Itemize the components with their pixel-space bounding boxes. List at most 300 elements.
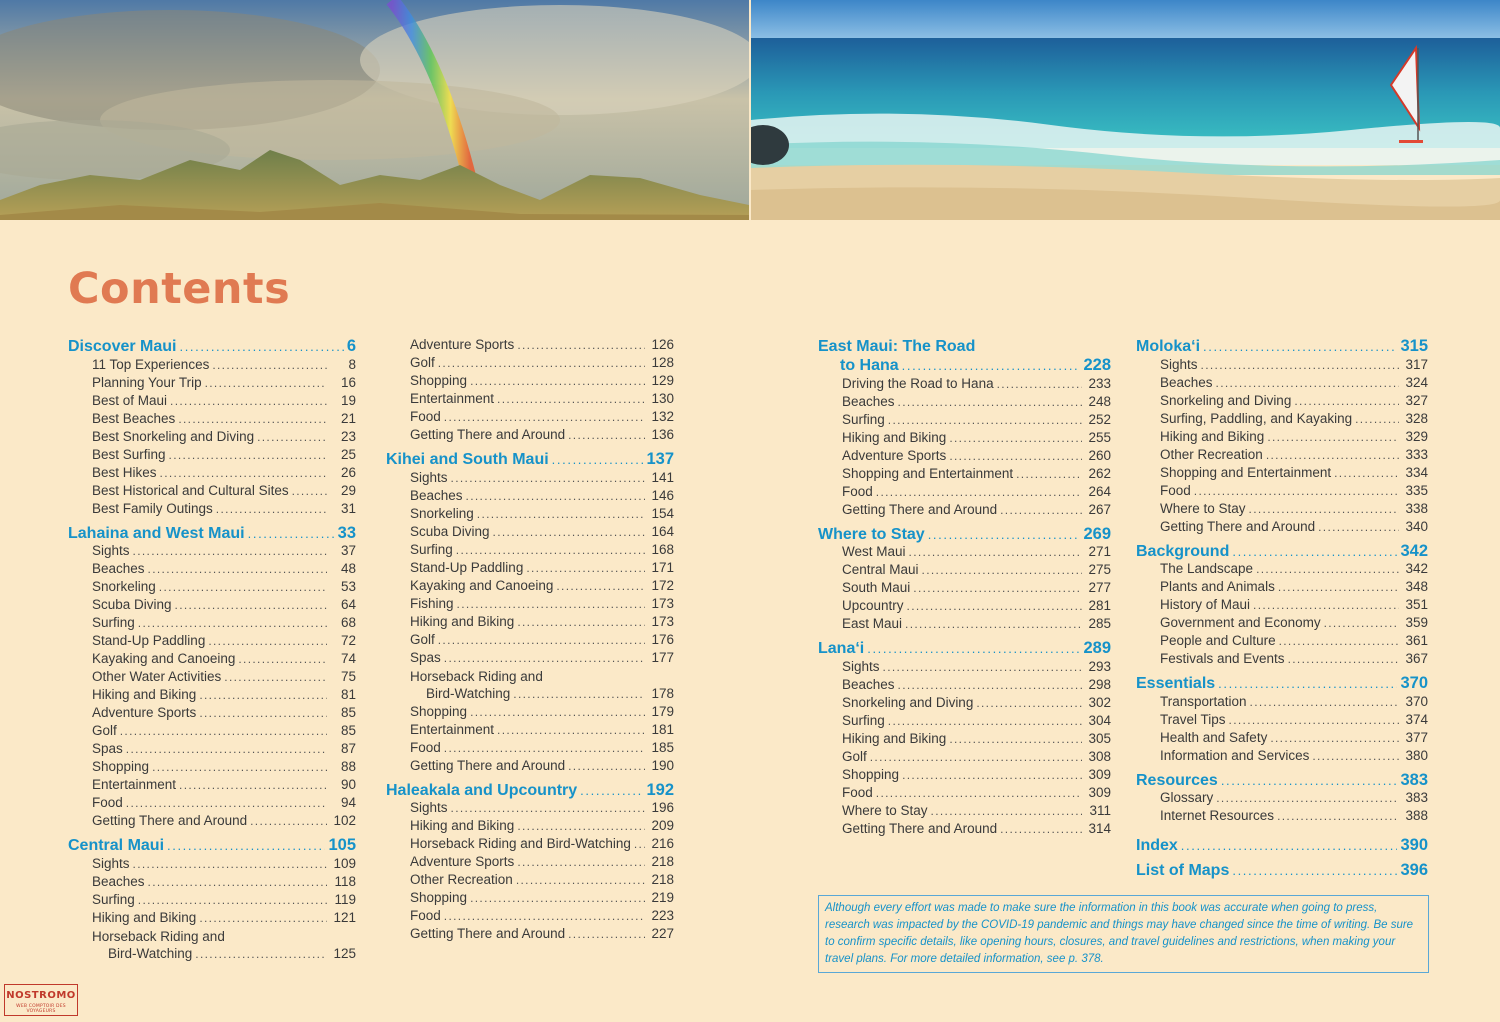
toc-section[interactable] xyxy=(1136,674,1428,694)
entry-page: 126 xyxy=(651,337,674,352)
entry-page: 302 xyxy=(1088,694,1111,710)
entry-page: 29 xyxy=(340,482,356,498)
entry-title: Sights xyxy=(1160,356,1198,372)
toc-entry[interactable] xyxy=(818,502,1111,520)
entry-page: 298 xyxy=(1088,676,1111,692)
section-page: 342 xyxy=(1400,541,1428,560)
toc-entry[interactable] xyxy=(386,704,674,722)
leader-dots xyxy=(1312,749,1399,763)
leader-dots xyxy=(292,484,327,498)
section-page: 105 xyxy=(328,836,356,854)
entry-title: Food xyxy=(92,795,123,810)
entry-page: 383 xyxy=(1405,790,1428,805)
toc-entry[interactable] xyxy=(68,892,356,910)
section-title: Central Maui xyxy=(68,837,165,854)
section-page: 269 xyxy=(1083,524,1111,543)
leader-dots xyxy=(1216,791,1399,805)
leader-dots xyxy=(516,873,645,887)
entry-page: 334 xyxy=(1405,464,1428,480)
entry-title: Sights xyxy=(92,543,130,558)
leader-dots xyxy=(902,358,1081,373)
entry-page: 340 xyxy=(1405,518,1428,534)
entry-title: Where to Stay xyxy=(842,802,928,818)
leader-dots xyxy=(456,543,645,557)
leader-dots xyxy=(1279,634,1399,648)
entry-title: Snorkeling xyxy=(410,505,474,521)
entry-page: 178 xyxy=(651,685,674,701)
toc-entry[interactable] xyxy=(818,785,1111,803)
entry-title: Snorkeling xyxy=(92,579,156,594)
entry-page: 88 xyxy=(340,759,356,774)
entry-page: 173 xyxy=(651,613,674,629)
toc-entry[interactable] xyxy=(1136,615,1428,633)
toc-entry[interactable] xyxy=(386,409,674,427)
toc-entry[interactable] xyxy=(386,908,674,926)
entry-page: 374 xyxy=(1405,711,1428,727)
entry-title: Surfing xyxy=(842,712,885,728)
toc-entry[interactable] xyxy=(386,488,674,506)
toc-entry[interactable] xyxy=(1136,808,1428,826)
toc-entry[interactable] xyxy=(68,874,356,892)
toc-entry[interactable] xyxy=(818,412,1111,430)
toc-entry[interactable] xyxy=(1136,447,1428,465)
toc-entry[interactable] xyxy=(1136,651,1428,669)
toc-entry[interactable] xyxy=(68,447,356,465)
toc-entry[interactable] xyxy=(68,615,356,633)
toc-entry[interactable] xyxy=(68,501,356,519)
entry-title: Sights xyxy=(410,469,448,485)
toc-entry[interactable] xyxy=(818,376,1111,394)
toc-entry[interactable] xyxy=(68,465,356,483)
entry-title: Food xyxy=(410,908,441,923)
toc-entry[interactable] xyxy=(386,391,674,409)
leader-dots xyxy=(876,786,1082,800)
entry-title: Shopping and Entertainment xyxy=(1160,464,1332,480)
entry-title: Surfing xyxy=(92,615,135,630)
entry-page: 305 xyxy=(1088,730,1111,746)
entry-page: 168 xyxy=(651,541,674,557)
leader-dots xyxy=(438,356,645,370)
toc-section[interactable] xyxy=(818,337,1111,376)
toc-entry[interactable] xyxy=(1136,730,1428,748)
toc-entry[interactable] xyxy=(818,562,1111,580)
leader-dots xyxy=(905,617,1082,631)
toc-entry[interactable] xyxy=(1136,501,1428,519)
section-page: 137 xyxy=(646,450,674,468)
entry-title: Surfing, Paddling, and Kayaking xyxy=(1160,410,1353,426)
toc-entry[interactable] xyxy=(818,598,1111,616)
leader-dots xyxy=(493,525,645,539)
toc-entry[interactable] xyxy=(386,800,674,818)
photo-rainbow-mountains xyxy=(0,0,749,220)
entry-title: Transportation xyxy=(1160,693,1247,709)
toc-entry[interactable] xyxy=(818,803,1111,821)
section-page: 228 xyxy=(1083,356,1111,374)
toc-section[interactable] xyxy=(1136,836,1428,856)
entry-page: 227 xyxy=(651,926,674,941)
entry-title: Adventure Sports xyxy=(92,705,197,720)
toc-entry[interactable] xyxy=(68,579,356,597)
entry-title: Food xyxy=(410,739,441,755)
toc-entry[interactable] xyxy=(68,687,356,705)
entry-title: 11 Top Experiences xyxy=(92,356,210,372)
toc-section[interactable] xyxy=(68,337,356,357)
toc-section[interactable] xyxy=(1136,771,1428,791)
toc-entry[interactable] xyxy=(1136,465,1428,483)
leader-dots xyxy=(133,544,327,558)
entry-page: 23 xyxy=(340,428,356,444)
toc-entry[interactable] xyxy=(386,355,674,373)
toc-entry[interactable] xyxy=(68,357,356,375)
entry-page: 367 xyxy=(1405,651,1428,666)
leader-dots xyxy=(497,723,645,737)
leader-dots xyxy=(898,678,1082,692)
toc-entry[interactable] xyxy=(68,813,356,831)
toc-entry[interactable] xyxy=(1136,429,1428,447)
leader-dots xyxy=(212,358,327,372)
toc-entry[interactable] xyxy=(386,578,674,596)
toc-entry[interactable] xyxy=(386,650,674,668)
leader-dots xyxy=(178,412,327,426)
toc-entry[interactable] xyxy=(1136,748,1428,766)
entry-page: 219 xyxy=(651,890,674,905)
entry-title: Golf xyxy=(410,631,435,647)
leader-dots xyxy=(517,819,645,833)
leader-dots xyxy=(870,750,1082,764)
leader-dots xyxy=(205,376,327,390)
leader-dots xyxy=(1266,448,1399,462)
entry-title-continued: Bird-Watching xyxy=(426,685,511,701)
entry-page: 348 xyxy=(1405,579,1428,594)
toc-entry[interactable] xyxy=(1136,375,1428,393)
entry-title: Hiking and Biking xyxy=(842,429,947,445)
entry-title: Information and Services xyxy=(1160,747,1310,763)
toc-entry[interactable] xyxy=(68,597,356,615)
toc-entry[interactable] xyxy=(68,705,356,723)
toc-entry[interactable] xyxy=(818,580,1111,598)
entry-page: 90 xyxy=(340,777,356,792)
toc-entry[interactable] xyxy=(386,470,674,488)
entry-title: Golf xyxy=(92,723,117,738)
toc-entry[interactable] xyxy=(1136,561,1428,579)
entry-page: 121 xyxy=(333,909,356,925)
entry-title: Getting There and Around xyxy=(410,427,566,442)
toc-entry[interactable] xyxy=(818,695,1111,713)
entry-title: Beaches xyxy=(92,561,145,576)
entry-page: 338 xyxy=(1405,500,1428,516)
leader-dots xyxy=(160,466,327,480)
entry-title: Shopping xyxy=(410,373,468,388)
rainbow-landscape-image xyxy=(0,0,749,220)
toc-entry[interactable] xyxy=(818,448,1111,466)
leader-dots xyxy=(470,891,645,905)
leader-dots xyxy=(1218,676,1397,691)
leader-dots xyxy=(126,742,327,756)
leader-dots xyxy=(444,651,645,665)
entry-page: 190 xyxy=(651,757,674,773)
entry-page: 223 xyxy=(651,908,674,923)
toc-entry[interactable] xyxy=(1136,694,1428,712)
toc-section[interactable] xyxy=(68,836,356,856)
entry-title: Health and Safety xyxy=(1160,729,1268,745)
section-page: 315 xyxy=(1400,337,1428,355)
toc-entry[interactable] xyxy=(818,394,1111,412)
toc-entry[interactable] xyxy=(386,818,674,836)
leader-dots xyxy=(1221,773,1398,788)
leader-dots xyxy=(1324,616,1399,630)
toc-entry[interactable] xyxy=(1136,519,1428,537)
entry-title: Spas xyxy=(92,741,123,756)
toc-entry[interactable] xyxy=(386,758,674,776)
entry-page: 314 xyxy=(1088,820,1111,836)
toc-entry[interactable] xyxy=(68,795,356,813)
entry-page: 85 xyxy=(340,723,356,738)
entry-title: People and Culture xyxy=(1160,633,1276,648)
toc-entry[interactable] xyxy=(818,616,1111,634)
entry-title: Surfing xyxy=(410,541,453,557)
entry-page: 74 xyxy=(340,651,356,666)
toc-entry[interactable] xyxy=(68,561,356,579)
toc-entry[interactable] xyxy=(818,749,1111,767)
leader-dots xyxy=(888,714,1082,728)
toc-entry[interactable] xyxy=(1136,411,1428,429)
toc-entry[interactable] xyxy=(386,740,674,758)
stamp-tagline: WEB COMPTOIR DES VOYAGEURS xyxy=(16,1004,66,1014)
leader-dots xyxy=(179,339,343,354)
leader-dots xyxy=(444,741,645,755)
entry-page: 335 xyxy=(1405,482,1428,498)
entry-title: Where to Stay xyxy=(1160,500,1246,516)
entry-page: 16 xyxy=(340,374,356,390)
entry-page: 196 xyxy=(651,800,674,815)
toc-entry[interactable] xyxy=(68,651,356,669)
leader-dots xyxy=(1000,503,1082,517)
entry-title: Festivals and Events xyxy=(1160,651,1285,666)
entry-page: 172 xyxy=(651,577,674,593)
toc-entry[interactable] xyxy=(386,427,674,445)
toc-entry[interactable] xyxy=(386,542,674,560)
toc-entry[interactable] xyxy=(386,614,674,632)
toc-section[interactable] xyxy=(1136,337,1428,357)
leader-dots xyxy=(159,580,327,594)
toc-entry[interactable] xyxy=(818,430,1111,448)
entry-title: East Maui xyxy=(842,616,903,631)
entry-title: Adventure Sports xyxy=(410,337,515,352)
toc-entry[interactable] xyxy=(1136,483,1428,501)
covid-disclaimer-note: Although every effort was made to make sure the information in this book was accurate when going to press, research was impacted by the COVID-19 pandemic and things may have changed since the time of writing. Be sure to confirm specific details, like opening hours, closures, and travel guidelines and restrictions, when making your travel plans. For more detailed information, see p. 378. xyxy=(818,895,1429,973)
photo-windsurfer-beach xyxy=(751,0,1500,220)
leader-dots xyxy=(248,526,335,541)
toc-entry[interactable] xyxy=(386,596,674,614)
leader-dots xyxy=(913,581,1082,595)
toc-entry[interactable] xyxy=(68,910,356,928)
toc-section[interactable] xyxy=(818,639,1111,659)
toc-entry[interactable] xyxy=(386,926,674,944)
toc-entry[interactable] xyxy=(386,872,674,890)
toc-section[interactable] xyxy=(818,525,1111,545)
entry-title: Snorkeling and Diving xyxy=(1160,392,1292,408)
entry-page: 26 xyxy=(340,464,356,480)
entry-page: 255 xyxy=(1088,429,1111,445)
leader-dots xyxy=(199,706,327,720)
leader-dots xyxy=(457,597,645,611)
toc-entry[interactable] xyxy=(1136,633,1428,651)
toc-entry[interactable] xyxy=(68,393,356,411)
entry-title: Travel Tips xyxy=(1160,711,1226,727)
entry-page: 328 xyxy=(1405,410,1428,426)
toc-entry[interactable] xyxy=(1136,357,1428,375)
leader-dots xyxy=(556,579,645,593)
section-page: 289 xyxy=(1083,639,1111,657)
toc-column-2 xyxy=(386,337,674,944)
section-title: List of Maps xyxy=(1136,861,1230,879)
toc-entry[interactable] xyxy=(818,659,1111,677)
section-title: Essentials xyxy=(1136,675,1216,692)
leader-dots xyxy=(199,688,327,702)
leader-dots xyxy=(208,634,327,648)
toc-entry[interactable] xyxy=(1136,790,1428,808)
leader-dots xyxy=(513,687,645,701)
entry-title: Golf xyxy=(842,748,867,764)
page-title: Contents xyxy=(68,264,291,314)
leader-dots xyxy=(1181,838,1398,853)
entry-page: 181 xyxy=(651,721,674,737)
leader-dots xyxy=(126,796,327,810)
toc-entry[interactable] xyxy=(68,483,356,501)
leader-dots xyxy=(976,696,1082,710)
toc-entry[interactable] xyxy=(386,506,674,524)
entry-title: Surfing xyxy=(842,411,885,427)
toc-entry[interactable] xyxy=(68,669,356,687)
section-page: 396 xyxy=(1400,860,1428,879)
toc-entry[interactable] xyxy=(386,560,674,578)
toc-entry[interactable] xyxy=(386,722,674,740)
leader-dots xyxy=(1270,731,1399,745)
toc-entry[interactable] xyxy=(68,375,356,393)
toc-entry[interactable] xyxy=(818,821,1111,839)
stamp-brand: NOSTROMO xyxy=(6,990,76,1001)
toc-entry[interactable] xyxy=(386,524,674,542)
section-title: Background xyxy=(1136,542,1230,560)
entry-page: 304 xyxy=(1088,712,1111,728)
leader-dots xyxy=(224,670,327,684)
toc-section[interactable] xyxy=(1136,861,1428,881)
entry-title: Scuba Diving xyxy=(410,523,490,539)
leader-dots xyxy=(898,395,1082,409)
toc-entry[interactable] xyxy=(1136,597,1428,615)
toc-entry[interactable] xyxy=(68,856,356,874)
toc-entry[interactable] xyxy=(818,731,1111,749)
toc-section[interactable] xyxy=(1136,542,1428,562)
toc-entry[interactable] xyxy=(818,466,1111,484)
toc-entry[interactable] xyxy=(386,337,674,355)
toc-entry[interactable] xyxy=(68,543,356,561)
leader-dots xyxy=(517,615,645,629)
leader-dots xyxy=(451,471,645,485)
toc-entry[interactable] xyxy=(68,759,356,777)
entry-page: 31 xyxy=(340,500,356,516)
leader-dots xyxy=(928,527,1081,542)
toc-entry[interactable] xyxy=(68,429,356,447)
toc-entry[interactable] xyxy=(1136,579,1428,597)
toc-entry[interactable] xyxy=(68,928,356,964)
leader-dots xyxy=(526,561,645,575)
leader-dots xyxy=(470,374,645,388)
entry-page: 271 xyxy=(1088,544,1111,559)
leader-dots xyxy=(931,804,1082,818)
entry-title: Hiking and Biking xyxy=(842,730,947,746)
toc-entry[interactable] xyxy=(386,632,674,650)
entry-title: Getting There and Around xyxy=(410,757,566,773)
leader-dots xyxy=(949,431,1082,445)
entry-page: 173 xyxy=(651,595,674,611)
entry-title: Surfing xyxy=(92,891,135,907)
section-title: Kihei and South Maui xyxy=(386,451,549,468)
toc-entry[interactable] xyxy=(386,668,674,704)
toc-entry[interactable] xyxy=(68,723,356,741)
entry-page: 317 xyxy=(1405,356,1428,372)
toc-entry[interactable] xyxy=(386,373,674,391)
toc-section[interactable] xyxy=(68,524,356,544)
leader-dots xyxy=(1355,412,1399,426)
entry-page: 370 xyxy=(1405,693,1428,709)
leader-dots xyxy=(1229,713,1399,727)
leader-dots xyxy=(1000,822,1082,836)
toc-entry[interactable] xyxy=(386,854,674,872)
entry-title: Stand-Up Paddling xyxy=(410,559,524,575)
toc-entry[interactable] xyxy=(386,836,674,854)
leader-dots xyxy=(1294,394,1399,408)
toc-section[interactable] xyxy=(386,450,674,470)
entry-page: 275 xyxy=(1088,562,1111,577)
toc-entry[interactable] xyxy=(818,767,1111,785)
toc-entry[interactable] xyxy=(68,633,356,651)
entry-title: Shopping xyxy=(842,766,900,782)
toc-entry[interactable] xyxy=(818,544,1111,562)
toc-entry[interactable] xyxy=(1136,712,1428,730)
entry-page: 132 xyxy=(651,409,674,424)
toc-entry[interactable] xyxy=(818,484,1111,502)
leader-dots xyxy=(216,502,327,516)
entry-title: Sights xyxy=(92,855,130,871)
toc-entry[interactable] xyxy=(1136,393,1428,411)
leader-dots xyxy=(1249,502,1399,516)
beach-ocean-image xyxy=(751,0,1500,220)
section-page: 33 xyxy=(337,523,356,542)
entry-title: Entertainment xyxy=(410,721,495,737)
leader-dots xyxy=(1016,467,1082,481)
entry-page: 64 xyxy=(340,597,356,612)
toc-entry[interactable] xyxy=(386,890,674,908)
section-title: Where to Stay xyxy=(818,525,925,543)
entry-page: 267 xyxy=(1088,501,1111,517)
toc-section[interactable] xyxy=(386,781,674,801)
toc-entry[interactable] xyxy=(818,713,1111,731)
entry-page: 141 xyxy=(651,469,674,485)
entry-title: Hiking and Biking xyxy=(92,687,197,702)
leader-dots xyxy=(170,394,327,408)
entry-title: Shopping xyxy=(410,890,468,905)
toc-entry[interactable] xyxy=(818,677,1111,695)
toc-entry[interactable] xyxy=(68,741,356,759)
entry-title: Upcountry xyxy=(842,598,904,613)
leader-dots xyxy=(1267,430,1399,444)
entry-page: 309 xyxy=(1088,784,1111,800)
entry-page: 48 xyxy=(340,561,356,576)
entry-title: Beaches xyxy=(842,393,895,409)
toc-entry[interactable] xyxy=(68,777,356,795)
toc-entry[interactable] xyxy=(68,411,356,429)
